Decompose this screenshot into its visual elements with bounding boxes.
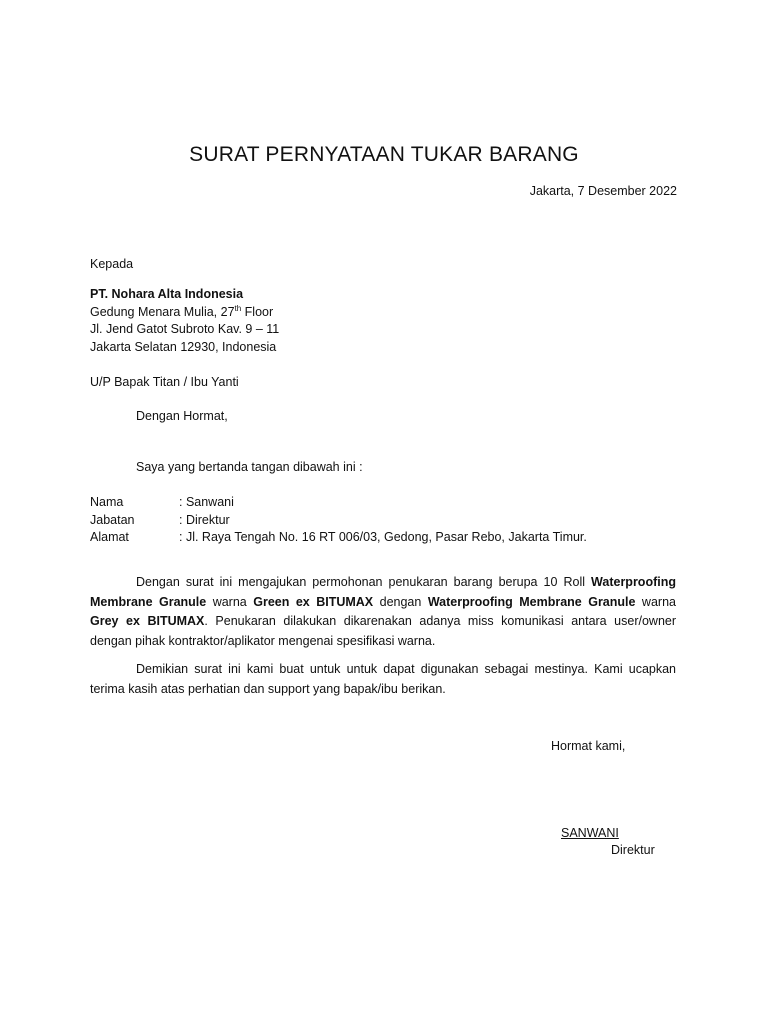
field-label: Jabatan (90, 512, 135, 527)
field-label: Alamat (90, 530, 129, 544)
body-paragraph-request: Dengan surat ini mengajukan permohonan penukaran barang berupa 10 Roll Waterproofing Membrane Granule warna Green ex BITUMAX dengan Waterproofing Membrane Granule warna Grey ex BITUMAX. Penukaran dilakukan dikarenakan adanya miss komunikasi antara user/owner dengan pihak kontraktor/aplikator mengenai spesifikasi warna. (90, 575, 677, 648)
signer-title: Direktur (611, 843, 655, 857)
greeting: Dengan Hormat, (136, 409, 228, 423)
recipient-building: Gedung Menara Mulia, 27th Floor (90, 303, 274, 319)
field-value: : Sanwani (179, 495, 234, 509)
field-value: : Direktur (179, 512, 230, 527)
kepada-label: Kepada (90, 257, 134, 271)
recipient-address (90, 286, 279, 356)
recipient-street: Jl. Jend Gatot Subroto Kav. 9 – 11 (90, 322, 280, 336)
intro-line: Saya yang bertanda tangan dibawah ini : (136, 460, 363, 474)
closing-salutation: Hormat kami, (551, 739, 626, 753)
body-paragraph-closing: Demikian surat ini kami buat untuk untuk dapat digunakan sebagai mestinya. Kami ucapkan terima kasih atas perhatian dan support yang bapak/ibu berikan. (90, 662, 676, 696)
recipient-city: Jakarta Selatan 12930, Indonesia (90, 339, 277, 354)
field-label: Nama (90, 495, 124, 509)
document-title: SURAT PERNYATAAN TUKAR BARANG (189, 143, 579, 166)
recipient-company: PT. Nohara Alta Indonesia (90, 287, 244, 301)
signer-name: SANWANI (561, 826, 619, 840)
field-value: : Jl. Raya Tengah No. 16 RT 006/03, Gedong, Pasar Rebo, Jakarta Timur. (179, 530, 587, 544)
letter-date: Jakarta, 7 Desember 2022 (529, 184, 677, 198)
floor-ordinal: th (234, 303, 242, 313)
attention-line: U/P Bapak Titan / Ibu Yanti (90, 375, 239, 389)
